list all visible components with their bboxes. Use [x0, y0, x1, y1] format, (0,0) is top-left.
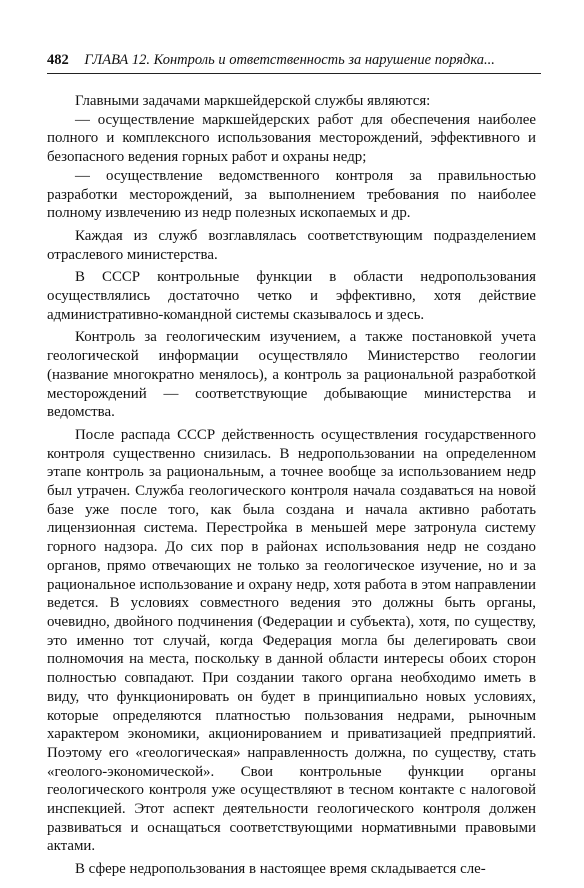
header-rule — [47, 73, 541, 74]
paragraph: Каждая из служб возглавлялась соответствующим подразделением отраслевого министерства. — [47, 227, 536, 263]
paragraph: В СССР контрольные функции в области недропользования осуществлялись достаточно четко и эффективно, хотя действие административно-командной системы сказывалось и здесь. — [47, 269, 536, 323]
paragraph: Контроль за геологическим изучением, а также постановкой учета геологической информации осуществляло Министерство геологии (название многократно менялось), а контроль за рациональной разработкой месторождений — соответствующие добывающие министерства и ведомства. — [47, 329, 536, 421]
page-header — [47, 50, 541, 70]
body-text — [47, 92, 536, 883]
page-number: 482 — [47, 52, 69, 68]
paragraph: Главными задачами маркшейдерской службы являются: — [75, 93, 431, 109]
paragraph: В сфере недропользования в настоящее время складывается сле- — [75, 861, 486, 878]
paragraph: — осуществление маркшейдерских работ для обеспечения наиболее полного и комплексного использования месторождений, эффективного и безопасного ведения горных работ и охраны недр; — [47, 111, 536, 166]
paragraph: — осуществление ведомственного контроля за правильностью разработки месторождений, за выполнением требования по наиболее полному извлечению из недр полезных ископаемых и др. — [47, 167, 536, 222]
running-title: ГЛАВА 12. Контроль и ответственность за нарушение порядка... — [84, 52, 495, 68]
paragraph: После распада СССР действенность осуществления государственного контроля существенно снизилась. В недропользовании на определенном этапе контроль за рациональным, а точнее вообще за использованием недр был утрачен. Служба геологического контроля начала создаваться на новой базе уже после того, как была создана и начала активно работать лицензионная система. Перестройка в меньшей мере затронула систему горного надзора. До сих пор в районах использования недр не создано органов, прямо отвечающих не только за геологическое изучение, но и за рациональное использование и охрану недр, хотя работа в этом направлении ведется. В условиях совместного ведения это должны быть органы, очевидно, двойного подчинения (Федерации и субъекта), хотя, по существу, это именно тот случай, когда Федерация могла бы делегировать свои полномочия на места, поскольку в данной области интересы обоих сторон полностью совпадают. При создании такого органа необходимо иметь в виду, что функционировать он будет в принципиально новых условиях, которые определяются платностью пользования недрами, рыночным характером экономики, акционированием и приватизацией предприятий. Поэтому его «геологическая» направленность должна, по существу, стать «геолого-экономической». Свои контрольные функции органы геологического контроля уже осуществляют в тесном контакте с налоговой инспекцией. Этот аспект деятельности геологического контроля должен развиваться и оснащаться соответствующими нормативными правовыми актами. — [47, 426, 536, 855]
